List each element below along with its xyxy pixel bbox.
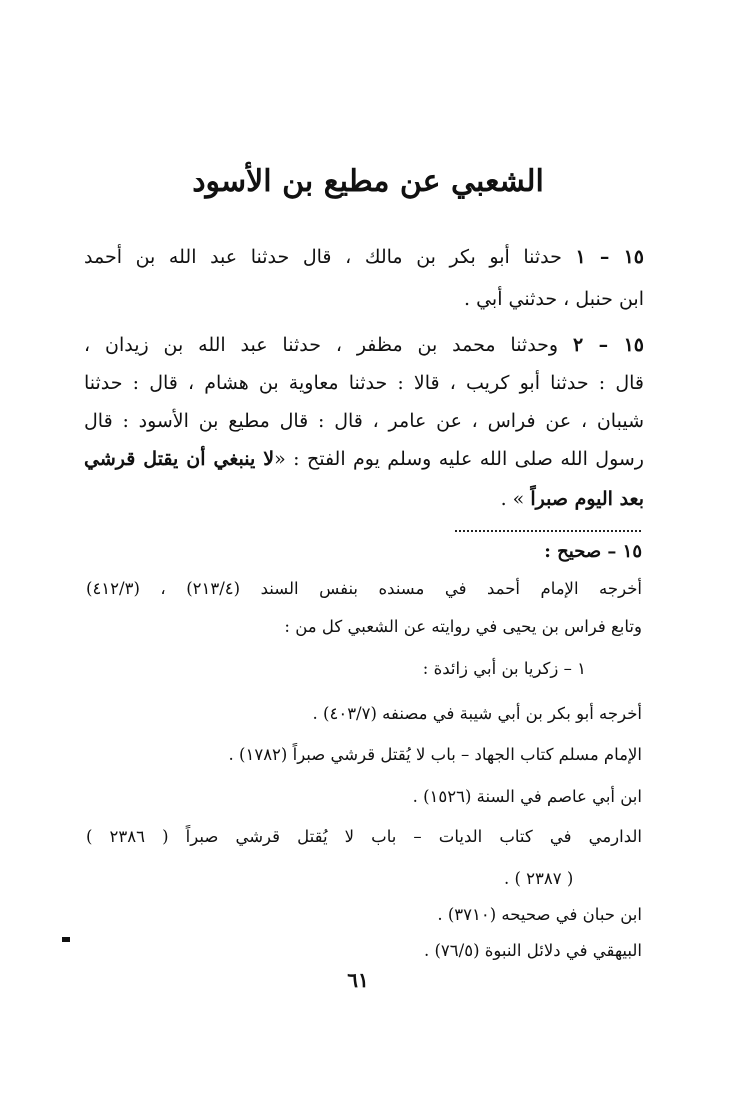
- hadith-2-line-3: شيبان ، عن فراس ، عن عامر ، قال : قال مطيع بن الأسود : قال: [84, 410, 644, 432]
- note-line-10: البيهقي في دلائل النبوة (٧٦/٥) .: [423, 941, 642, 960]
- hadith-2-quote-bold: لا ينبغي أن يقتل قرشي: [84, 448, 275, 470]
- note-heading: ١٥ – صحيح :: [544, 541, 642, 562]
- hadith-2-number: ١٥ – ٢: [572, 334, 644, 356]
- margin-mark: [62, 937, 70, 942]
- hadith-2-quote-bold-end: بعد اليوم صبراً: [530, 488, 644, 510]
- note-line-8: ( ٢٣٨٧ ) .: [504, 869, 574, 888]
- note-line-5: الإمام مسلم كتاب الجهاد – باب لا يُقتل قرشي صبراً (١٧٨٢) .: [228, 745, 642, 764]
- page-number: ٦١: [347, 968, 369, 992]
- hadith-2-text: وحدثنا محمد بن مظفر ، حدثنا عبد الله بن زيدان ،: [84, 334, 559, 356]
- chapter-title: الشعبي عن مطيع بن الأسود: [192, 164, 544, 199]
- hadith-1-text: حدثنا أبو بكر بن مالك ، قال حدثنا عبد الله بن أحمد: [84, 246, 562, 268]
- hadith-2-line-4: [84, 442, 644, 476]
- hadith-1-number: ١٥ – ١: [575, 246, 644, 268]
- hadith-2-quote-close: » .: [500, 488, 525, 510]
- note-line-7: الدارمي في كتاب الديات – باب لا يُقتل قرشي صبراً ( ٢٣٨٦ ): [86, 827, 642, 846]
- note-line-9: ابن حبان في صحيحه (٣٧١٠) .: [437, 905, 642, 924]
- hadith-1-line-2: ابن حنبل ، حدثني أبي .: [464, 288, 644, 310]
- hadith-1-line-1: [84, 240, 644, 274]
- note-line-1: أخرجه الإمام أحمد في مسنده بنفس السند (٢١٣/٤) ، (٤١٢/٣): [86, 579, 642, 598]
- note-line-3: ١ – زكريا بن أبي زائدة :: [422, 659, 586, 678]
- note-line-6: ابن أبي عاصم في السنة (١٥٢٦) .: [412, 787, 642, 806]
- note-line-2: وتابع فراس بن يحيى في روايته عن الشعبي كل من :: [284, 617, 642, 636]
- note-line-4: أخرجه أبو بكر بن أبي شيبة في مصنفه (٤٠٣/٧) .: [312, 704, 642, 723]
- hadith-2-line-2: قال : حدثنا أبو كريب ، قالا : حدثنا معاوية بن هشام ، قال : حدثنا: [84, 372, 644, 394]
- hadith-2-line-5: [84, 482, 644, 516]
- hadith-2-text-plain: رسول الله صلى الله عليه وسلم يوم الفتح : «: [274, 448, 644, 470]
- dotted-divider: [455, 530, 641, 532]
- hadith-2-line-1: [84, 328, 644, 362]
